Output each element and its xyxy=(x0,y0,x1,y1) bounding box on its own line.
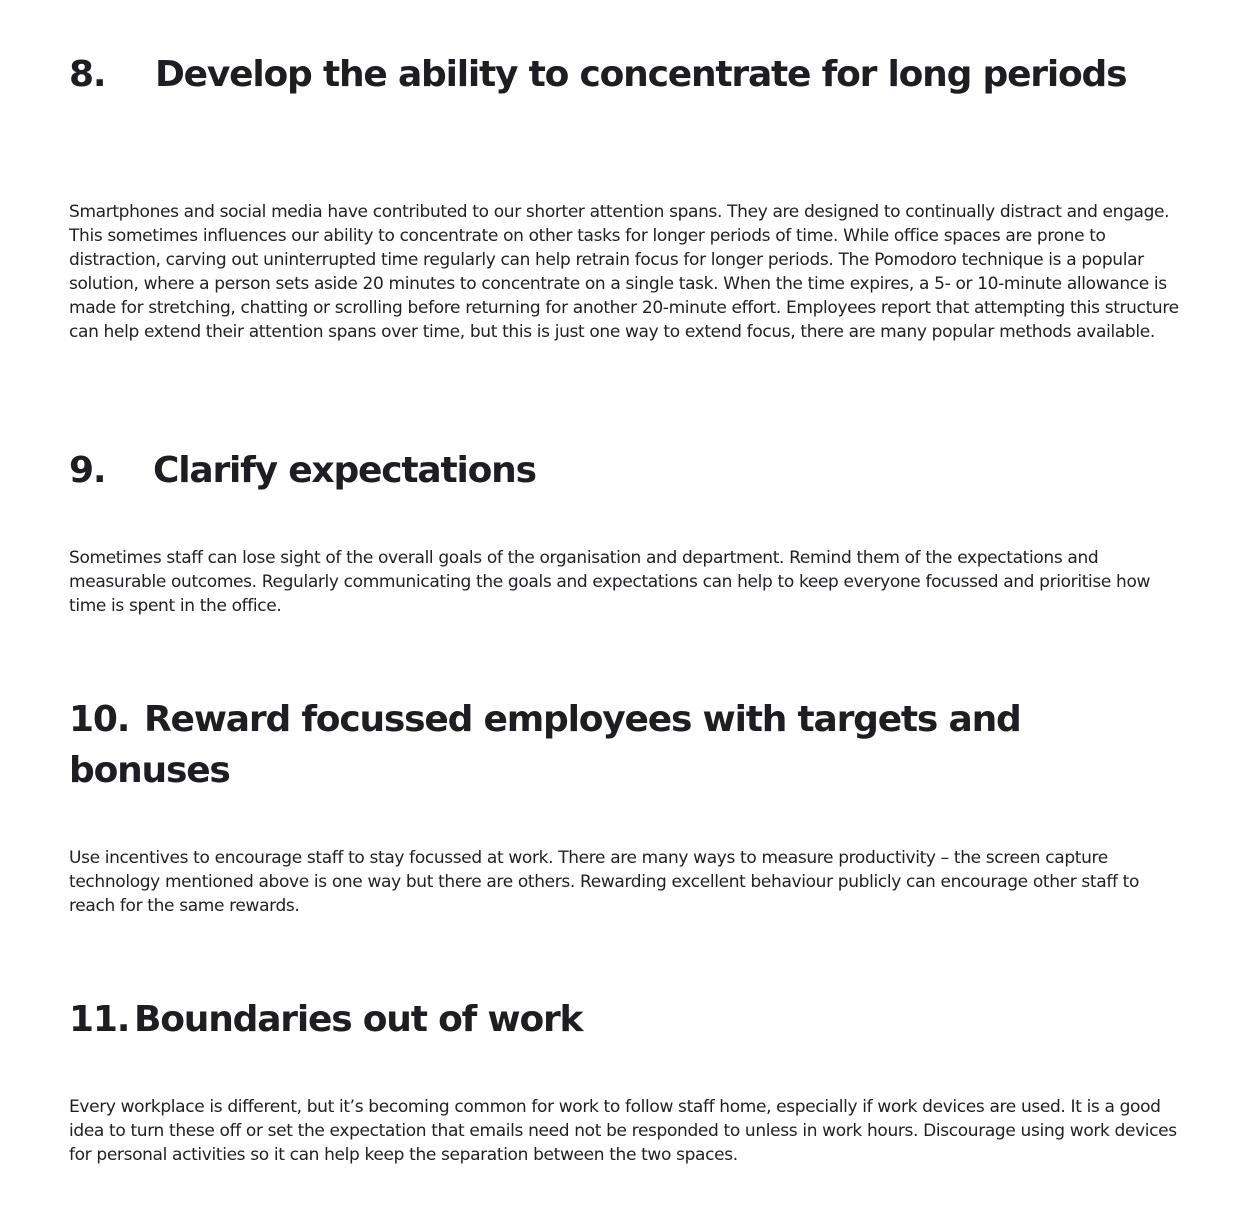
section-body: Use incentives to encourage staff to stay focussed at work. There are many ways to measure productivity – the screen capture technology mentioned above is one way but there are others. Rewarding excellent behaviour publicly can encourage other staff to reach for the same rewards. xyxy=(69,848,1140,916)
section-title: Reward focussed employees with targets and bonuses xyxy=(69,699,1021,791)
section-body: Smartphones and social media have contributed to our shorter attention spans. They are designed to continually distract and engage. This sometimes influences our ability to concentrate on other tasks for longer periods of time. While office spaces are prone to distraction, carving out uninterrupted time regularly can help retrain focus for longer periods. The Pomodoro technique is a popular solution, where a person sets aside 20 minutes to concentrate on a single task. When the time expires, a 5- or 10-minute allowance is made for stretching, chatting or scrolling before returning for another 20-minute effort. Employees report that attempting this structure can help extend their attention spans over time, but this is just one way to extend focus, there are many popular methods available. xyxy=(69,202,1179,342)
section-body: Sometimes staff can lose sight of the overall goals of the organisation and department. Remind them of the expectations and measurable outcomes. Regularly communicating the goals and expectations can help to keep everyone focussed and prioritise how time is spent in the office. xyxy=(69,548,1151,616)
section-title: Boundaries out of work xyxy=(134,999,583,1040)
section-heading xyxy=(69,49,1189,100)
section-number: 11. xyxy=(69,999,130,1040)
section-number: 10. xyxy=(69,699,130,740)
section-title: Clarify expectations xyxy=(153,450,536,491)
section-number: 9. xyxy=(69,450,106,491)
section-title: Develop the ability to concentrate for long periods xyxy=(155,54,1127,95)
section-heading xyxy=(69,445,1189,496)
section-number: 8. xyxy=(69,54,106,95)
section-heading xyxy=(69,994,1189,1045)
section-heading xyxy=(69,694,1189,796)
section-body: Every workplace is different, but it’s becoming common for work to follow staff home, especially if work devices are used. It is a good idea to turn these off or set the expectation that emails need not be responded to unless in work hours. Discourage using work devices for personal activities so it can help keep the separation between the two spaces. xyxy=(69,1097,1177,1165)
